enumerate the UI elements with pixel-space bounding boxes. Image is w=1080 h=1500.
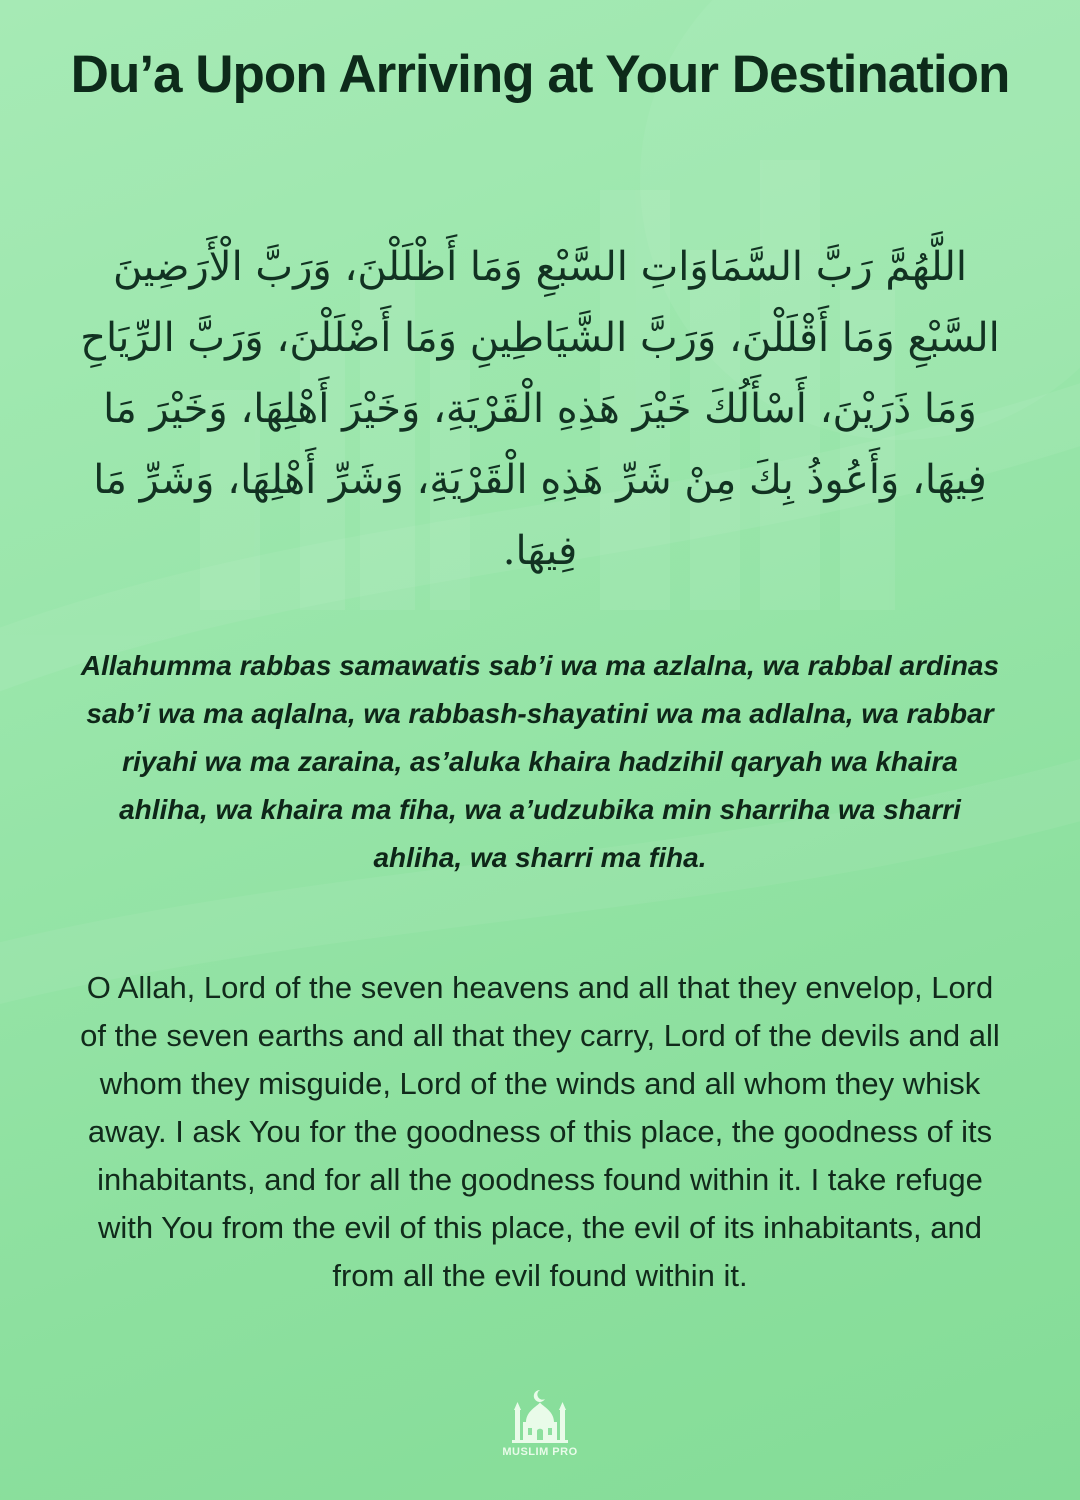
logo-text: MUSLIM PRO [502, 1446, 578, 1458]
mosque-icon [510, 1388, 570, 1444]
translation-text: O Allah, Lord of the seven heavens and all that they envelop, Lord of the seven earths and all that they carry, Lord of the devils and all whom they misguide, Lord of the winds and all whom they whisk away. I ask You for the goodness of this place, the goodness of its inhabitants, and for all the goodness found within it. I take refuge with You from the evil of this place, the evil of its inhabitants, and from all the evil found within it. [80, 970, 1000, 1293]
muslim-pro-logo [490, 1388, 590, 1458]
transliteration-text: Allahumma rabbas samawatis sab’i wa ma azlalna, wa rabbal ardinas sab’i wa ma aqlalna, wa rabbash-shayatini wa ma adlalna, wa rabbar riyahi wa ma zaraina, as’aluka khaira hadzihil qaryah wa khaira ahliha, wa khaira ma fiha, wa a’udzubika min sharriha wa sharri ahliha, wa sharri ma fiha. [80, 650, 1000, 873]
page-title: Du’a Upon Arriving at Your Destination [70, 45, 1010, 104]
arabic-dua-text: اللَّهُمَّ رَبَّ السَّمَاوَاتِ السَّبْعِ وَمَا أَظْلَلْنَ، وَرَبَّ الْأَرَضِينَ السَّبْعِ وَمَا أَقْلَلْنَ، وَرَبَّ الشَّيَاطِينِ وَمَا أَضْلَلْنَ، وَرَبَّ الرِّيَاحِ وَمَا ذَرَيْنَ، أَسْأَلُكَ خَيْرَ هَذِهِ الْقَرْيَةِ، وَخَيْرَ أَهْلِهَا، وَخَيْرَ مَا فِيهَا، وَأَعُوذُ بِكَ مِنْ شَرِّ هَذِهِ الْقَرْيَةِ، وَشَرِّ أَهْلِهَا، وَشَرِّ مَا فِيهَا. [80, 244, 1000, 574]
